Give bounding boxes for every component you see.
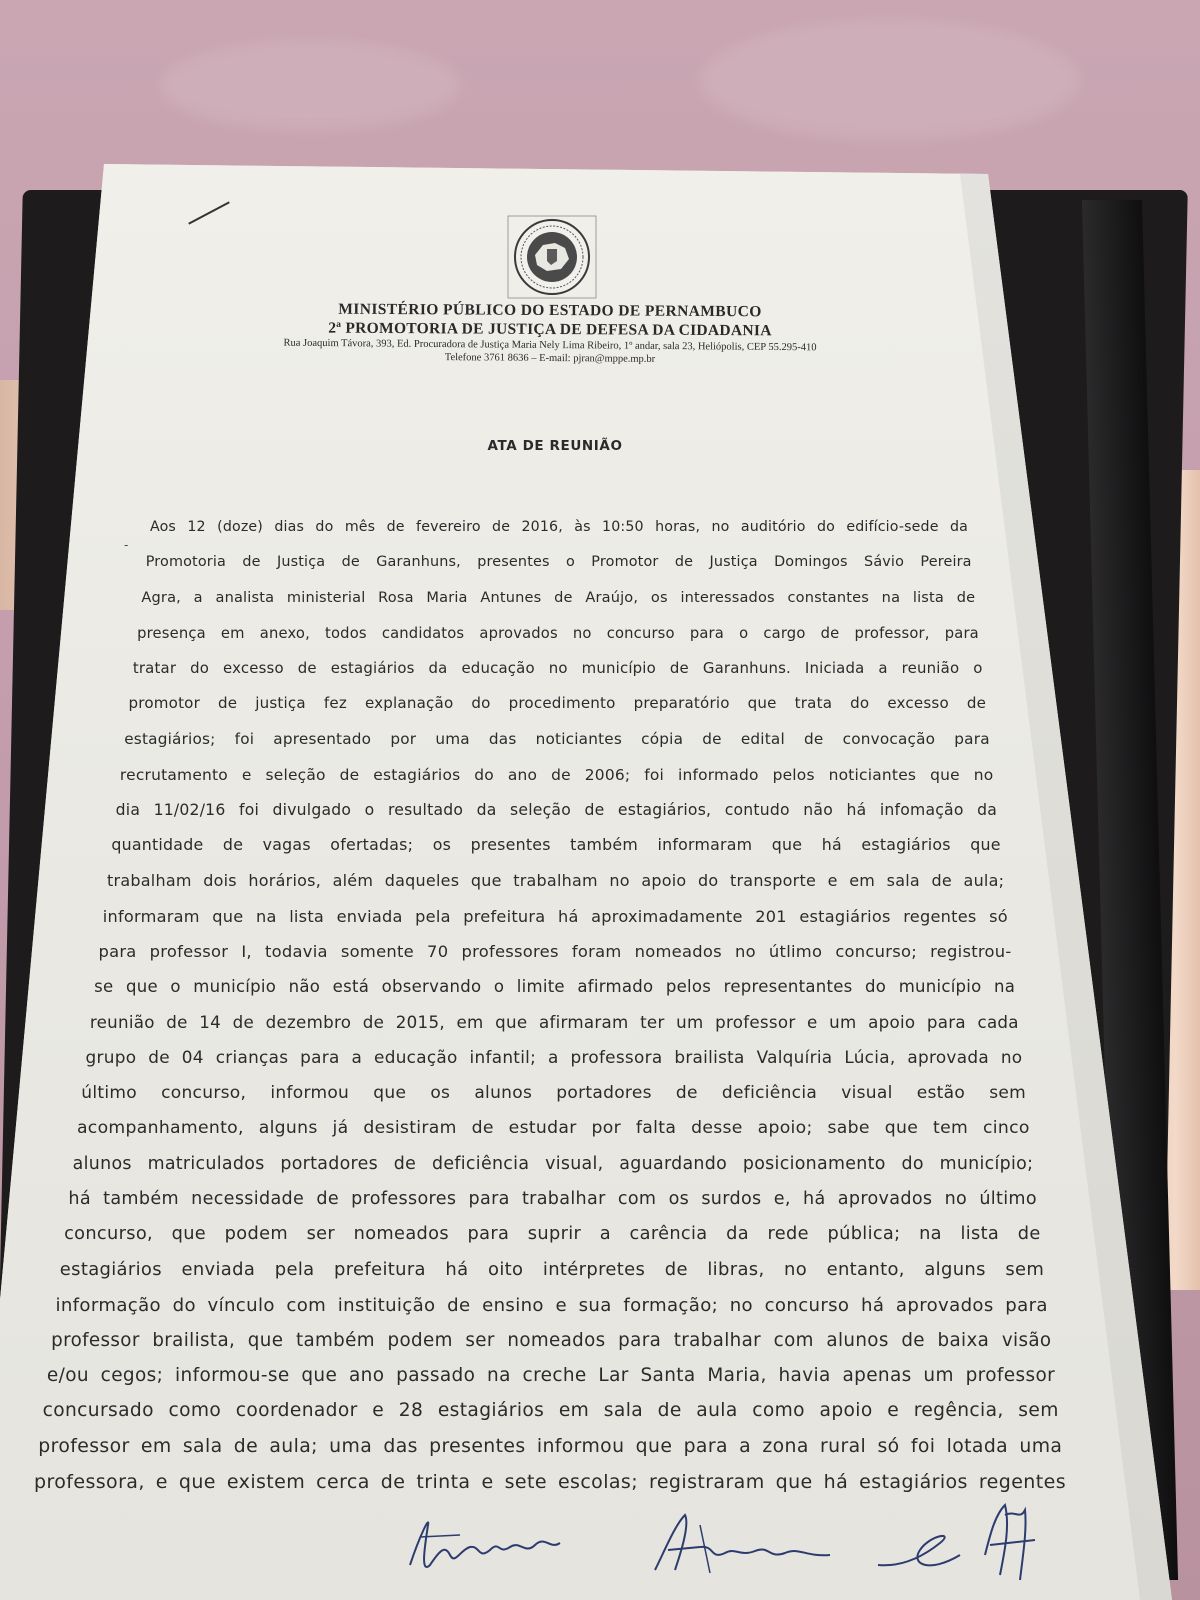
org-address: Rua Joaquim Távora, 393, Ed. Procuradora de Justiça Maria Nely Lima Ribeiro, 1º andar, sala 23, Heliópolis, CEP 55.295-410 <box>283 337 817 354</box>
body-line: professora, e que existem cerca de trinta e sete escolas; registraram que há estagiários regentes <box>34 1471 1066 1493</box>
body-line: Agra, a analista ministerial Rosa Maria Antunes de Araújo, os interessados constantes na lista de <box>141 588 976 606</box>
cloth-fold <box>160 40 460 130</box>
body-line: grupo de 04 crianças para a educação infantil; a professora brailista Valquíria Lúcia, aprovada no <box>85 1046 1023 1067</box>
body-line: se que o município não está observando o limite afirmado pelos representantes do município na <box>94 977 1016 997</box>
body-line: Aos 12 (doze) dias do mês de fevereiro de 2016, às 10:50 horas, no auditório do edifício-sede da <box>150 519 968 535</box>
body-line: estagiários enviada pela prefeitura há oito intérpretes de libras, no entanto, alguns sem <box>59 1259 1045 1281</box>
body-line: acompanhamento, alguns já desistiram de estudar por falta desse apoio; sabe que tem cinco <box>76 1118 1030 1139</box>
org-department: 2ª PROMOTORIA DE JUSTIÇA DE DEFESA DA CIDADANIA <box>328 319 772 340</box>
org-name: MINISTÉRIO PÚBLICO DO ESTADO DE PERNAMBUCO <box>338 300 762 321</box>
document-title: ATA DE REUNIÃO <box>487 438 623 454</box>
body-line: concurso, que podem ser nomeados para suprir a carência da rede pública; na lista de <box>64 1224 1041 1245</box>
body-line: e/ou cegos; informou-se que ano passado na creche Lar Santa Maria, havia apenas um professor <box>46 1365 1056 1387</box>
signature-3 <box>870 1495 970 1585</box>
body-line: alunos matriculados portadores de deficiência visual, aguardando posicionamento do município; <box>72 1153 1034 1174</box>
signature-4 <box>975 1495 1045 1585</box>
seal-icon <box>507 215 597 299</box>
body-line: quantidade de vagas ofertadas; os presentes também informaram que há estagiários que <box>111 835 1001 855</box>
body-line: para professor I, todavia somente 70 professores foram nomeados no útlimo concurso; registrou- <box>98 942 1012 962</box>
body-line: informaram que na lista enviada pela prefeitura há aproximadamente 201 estagiários regentes só <box>102 906 1008 926</box>
body-line: concursado como coordenador e 28 estagiários em sala de aula como apoio e regência, sem <box>42 1400 1059 1422</box>
body-line: professor brailista, que também podem ser nomeados para trabalhar com alunos de baixa visão <box>51 1329 1052 1351</box>
body-line: presença em anexo, todos candidatos aprovados no concurso para o cargo de professor, para <box>137 624 979 642</box>
body-line: estagiários; foi apresentado por uma das noticiantes cópia de edital de convocação para <box>124 729 990 748</box>
signature-2 <box>640 1495 840 1585</box>
org-contact: Telefone 3761 8636 – E-mail: pjran@mppe.mp.br <box>444 352 656 365</box>
cloth-fold <box>700 20 1080 140</box>
body-line: dia 11/02/16 foi divulgado o resultado da seleção de estagiários, contudo não há infomação da <box>115 801 998 820</box>
signature-1 <box>400 1495 570 1585</box>
body-line: recrutamento e seleção de estagiários do ano de 2006; foi informado pelos noticiantes que no <box>119 765 994 784</box>
body-line: Promotoria de Justiça de Garanhuns, presentes o Promotor de Justiça Domingos Sávio Pereira <box>145 554 972 571</box>
body-line: informação do vínculo com instituição de ensino e sua formação; no concurso há aprovados para <box>55 1294 1048 1316</box>
body-line: promotor de justiça fez explanação do procedimento preparatório que trata do excesso de <box>128 694 987 713</box>
margin-mark: - <box>124 538 129 552</box>
body-line: há também necessidade de professores para trabalhar com os surdos e, há aprovados no último <box>68 1188 1037 1209</box>
body-line: tratar do excesso de estagiários da educação no município de Garanhuns. Iniciada a reunião o <box>132 659 983 678</box>
body-line: reunião de 14 de dezembro de 2015, em que afirmaram ter um professor e um apoio para cada <box>89 1012 1019 1032</box>
body-line: professor em sala de aula; uma das presentes informou que para a zona rural só foi lotada uma <box>38 1435 1063 1457</box>
body-line: trabalham dois horários, além daqueles que trabalham no apoio do transporte e em sala de aula; <box>107 870 1005 890</box>
mppe-seal-logo <box>507 215 597 299</box>
body-line: último concurso, informou que os alunos portadores de deficiência visual estão sem <box>81 1083 1027 1104</box>
